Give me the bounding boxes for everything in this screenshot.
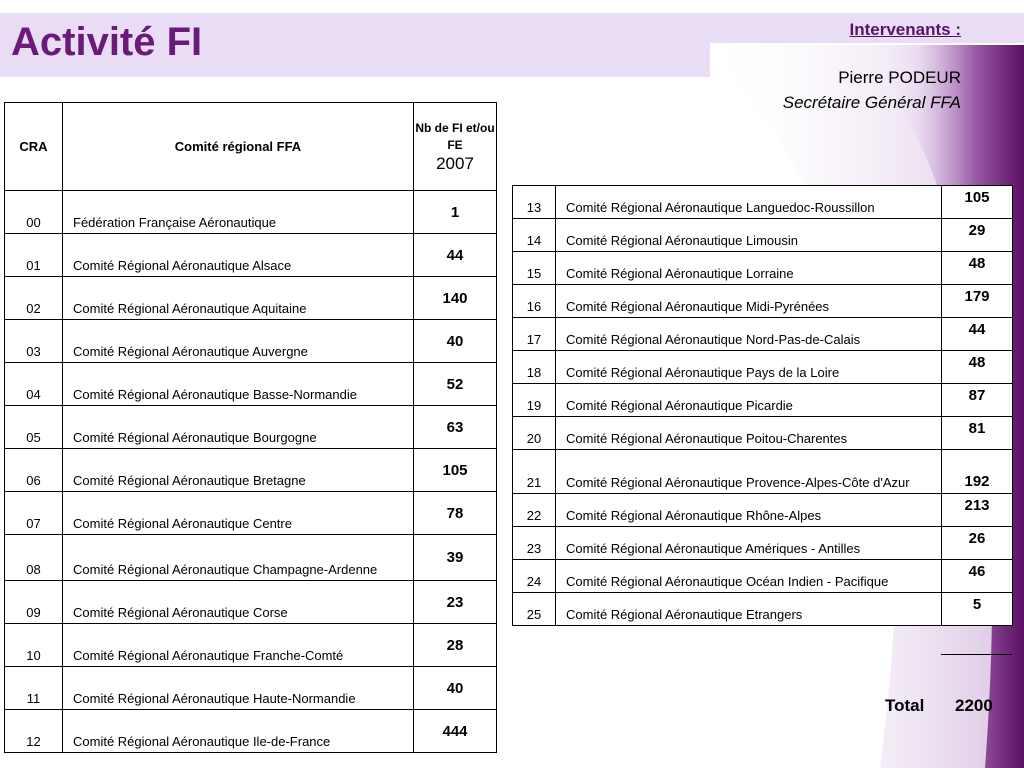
comite-name-cell: Comité Régional Aéronautique Pays de la Loire [556,351,942,384]
cra-code-cell: 15 [513,252,556,285]
table-row [5,624,497,667]
cra-code-cell: 01 [5,234,63,277]
comite-name-cell: Comité Régional Aéronautique Etrangers [556,593,942,626]
fi-count-cell: 40 [414,320,497,363]
cra-code-cell: 06 [5,449,63,492]
cra-code-cell: 25 [513,593,556,626]
fi-count-cell: 44 [414,234,497,277]
header-nb [414,103,497,191]
cra-code-cell: 05 [5,406,63,449]
total-rule [941,654,1012,655]
table-row [513,186,1013,219]
fi-count-cell: 5 [942,593,1013,626]
comite-name-cell: Comité Régional Aéronautique Haute-Normandie [63,667,414,710]
cra-code-cell: 22 [513,494,556,527]
table-row [5,449,497,492]
fi-count-cell: 29 [942,219,1013,252]
cra-code-cell: 04 [5,363,63,406]
table-row [513,494,1013,527]
table-row [513,593,1013,626]
fi-count-cell: 48 [942,252,1013,285]
fi-count-cell: 63 [414,406,497,449]
comite-name-cell: Comité Régional Aéronautique Bretagne [63,449,414,492]
cra-code-cell: 18 [513,351,556,384]
cra-code-cell: 02 [5,277,63,320]
speaker-role: Secrétaire Général FFA [782,93,961,112]
fi-count-cell: 26 [942,527,1013,560]
comite-name-cell: Comité Régional Aéronautique Poitou-Charentes [556,417,942,450]
table-row [513,527,1013,560]
fi-count-cell: 28 [414,624,497,667]
cra-code-cell: 20 [513,417,556,450]
cra-code-cell: 12 [5,710,63,753]
table-row [5,277,497,320]
speaker-name: Pierre PODEUR [838,68,961,87]
comite-name-cell: Comité Régional Aéronautique Alsace [63,234,414,277]
comite-name-cell: Comité Régional Aéronautique Lorraine [556,252,942,285]
fi-count-cell: 48 [942,351,1013,384]
comite-name-cell: Comité Régional Aéronautique Corse [63,581,414,624]
table-header-row [5,103,497,191]
table-row [513,384,1013,417]
header-cra: CRA [5,103,63,191]
fi-count-cell: 46 [942,560,1013,593]
comite-name-cell: Comité Régional Aéronautique Nord-Pas-de-Calais [556,318,942,351]
comite-name-cell: Comité Régional Aéronautique Limousin [556,219,942,252]
fi-count-cell: 81 [942,417,1013,450]
cra-code-cell: 07 [5,492,63,535]
total-label: Total [885,696,925,715]
cra-code-cell: 14 [513,219,556,252]
cra-code-cell: 13 [513,186,556,219]
fi-count-cell: 105 [414,449,497,492]
cra-table-left [4,102,497,753]
fi-count-cell: 87 [942,384,1013,417]
header-nb-label: Nb de FI et/ou FE [415,120,495,152]
comite-name-cell: Comité Régional Aéronautique Centre [63,492,414,535]
intervenants-label: Intervenants : [849,20,961,39]
total-value: 2200 [955,696,993,715]
table-row [513,450,1013,494]
fi-count-cell: 39 [414,535,497,581]
slide-title: Activité FI [11,20,203,64]
table-row [5,492,497,535]
table-row [5,363,497,406]
table-row [513,417,1013,450]
fi-count-cell: 179 [942,285,1013,318]
table-row [5,320,497,363]
comite-name-cell: Comité Régional Aéronautique Languedoc-Roussillon [556,186,942,219]
cra-code-cell: 10 [5,624,63,667]
comite-name-cell: Comité Régional Aéronautique Ile-de-France [63,710,414,753]
fi-count-cell: 78 [414,492,497,535]
table-row [513,318,1013,351]
cra-code-cell: 17 [513,318,556,351]
comite-name-cell: Comité Régional Aéronautique Picardie [556,384,942,417]
comite-name-cell: Comité Régional Aéronautique Amériques - Antilles [556,527,942,560]
fi-count-cell: 105 [942,186,1013,219]
comite-name-cell: Comité Régional Aéronautique Franche-Comté [63,624,414,667]
fi-count-cell: 40 [414,667,497,710]
cra-code-cell: 21 [513,450,556,494]
table-row [5,710,497,753]
comite-name-cell: Comité Régional Aéronautique Basse-Normandie [63,363,414,406]
cra-code-cell: 00 [5,191,63,234]
fi-count-cell: 23 [414,581,497,624]
fi-count-cell: 192 [942,450,1013,494]
cra-code-cell: 23 [513,527,556,560]
fi-count-cell: 52 [414,363,497,406]
comite-name-cell: Comité Régional Aéronautique Midi-Pyrénées [556,285,942,318]
comite-name-cell: Comité Régional Aéronautique Océan Indien - Pacifique [556,560,942,593]
fi-count-cell: 140 [414,277,497,320]
table-row [5,234,497,277]
comite-name-cell: Comité Régional Aéronautique Champagne-Ardenne [63,535,414,581]
cra-code-cell: 19 [513,384,556,417]
fi-count-cell: 1 [414,191,497,234]
table-row [5,535,497,581]
cra-code-cell: 16 [513,285,556,318]
header-year: 2007 [436,153,474,173]
table-row [5,581,497,624]
cra-code-cell: 08 [5,535,63,581]
fi-count-cell: 44 [942,318,1013,351]
comite-name-cell: Fédération Française Aéronautique [63,191,414,234]
table-row [513,560,1013,593]
table-row [513,351,1013,384]
table-row [513,219,1013,252]
comite-name-cell: Comité Régional Aéronautique Aquitaine [63,277,414,320]
table-row [5,667,497,710]
cra-code-cell: 24 [513,560,556,593]
table-row [513,285,1013,318]
comite-name-cell: Comité Régional Aéronautique Rhône-Alpes [556,494,942,527]
fi-count-cell: 444 [414,710,497,753]
comite-name-cell: Comité Régional Aéronautique Provence-Alpes-Côte d'Azur [556,450,942,494]
cra-table-right [512,185,1013,626]
cra-code-cell: 11 [5,667,63,710]
fi-count-cell: 213 [942,494,1013,527]
table-row [5,191,497,234]
comite-name-cell: Comité Régional Aéronautique Bourgogne [63,406,414,449]
comite-name-cell: Comité Régional Aéronautique Auvergne [63,320,414,363]
cra-code-cell: 03 [5,320,63,363]
table-row [513,252,1013,285]
table-row [5,406,497,449]
header-comite: Comité régional FFA [63,103,414,191]
cra-code-cell: 09 [5,581,63,624]
